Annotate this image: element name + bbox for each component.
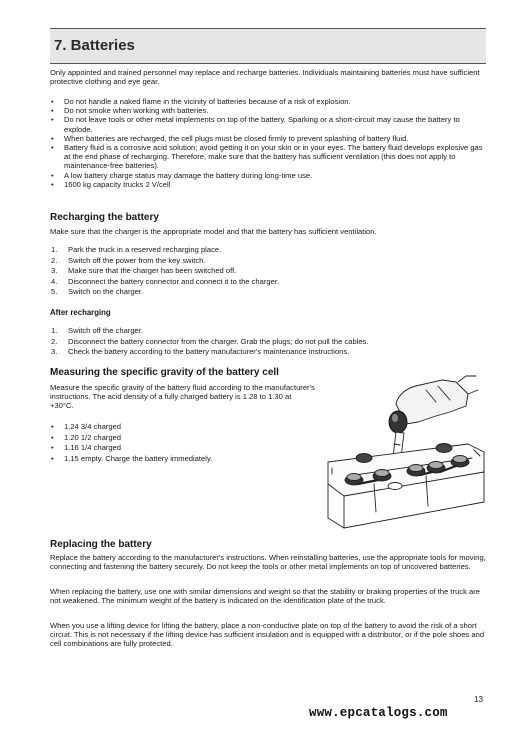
list-item-text: When batteries are recharged, the cell plugs must be closed firmly to prevent splashing of battery fluid. — [64, 133, 409, 143]
step-number: 3. — [51, 347, 58, 357]
list-item — [50, 422, 310, 433]
step-text: Switch off the power from the key switch. — [68, 255, 206, 265]
bullet-glyph: • — [51, 453, 54, 463]
watermark-url: www.epcatalogs.com — [309, 706, 448, 720]
bullet-glyph: • — [51, 170, 54, 180]
list-item — [50, 143, 486, 171]
recharging-heading: Recharging the battery — [50, 212, 159, 223]
step-text: Switch on the charger. — [68, 287, 144, 297]
step-number: 4. — [51, 276, 58, 286]
list-item-text: Battery fluid is a corrosive acid solution; avoid getting it on your skin or in your eyes. The battery fluid develops explosive gas at the end phase of recharging. Therefore, make sure that the battery has sufficient ventilation (this does not apply to maintenance-free batteries). — [64, 143, 483, 171]
step-text: Disconnect the battery connector and connect it to the charger. — [68, 276, 280, 286]
chapter-header — [50, 28, 486, 64]
replacing-heading: Replacing the battery — [50, 539, 152, 550]
replacing-paragraph-2: When replacing the battery, use one with similar dimensions and weight so that the stability or braking properties of the truck are not weakened. The minimum weight of the battery is indicated on the identification plate of the truck. — [50, 587, 480, 606]
bullet-glyph: • — [51, 133, 54, 143]
bullet-glyph: • — [51, 97, 54, 106]
specific-gravity-heading: Measuring the specific gravity of the battery cell — [50, 367, 279, 378]
step-text: Disconnect the battery connector from the charger. Grab the plugs; do not pull the cables. — [68, 336, 369, 346]
recharging-intro: Make sure that the charger is the appropriate model and that the battery has sufficient ventilation. — [50, 227, 377, 236]
recharging-steps — [50, 245, 486, 298]
step-number: 2. — [51, 336, 58, 346]
list-item-text: 1.24 3/4 charged — [64, 422, 121, 431]
step-item — [50, 337, 486, 348]
step-number: 3. — [51, 266, 58, 276]
specific-gravity-list — [50, 422, 310, 464]
step-text: Switch off the charger. — [68, 326, 143, 335]
list-item — [50, 97, 486, 106]
step-item — [50, 266, 486, 277]
step-item — [50, 287, 486, 298]
bullet-glyph: • — [51, 422, 54, 431]
chapter-title: 7. Batteries — [54, 37, 135, 54]
list-item — [50, 433, 310, 444]
bullet-glyph: • — [51, 179, 54, 189]
bullet-glyph: • — [51, 106, 54, 116]
list-item-text: Do not handle a naked flame in the vicinity of batteries because of a risk of explosion. — [64, 97, 351, 106]
step-text: Park the truck in a reserved recharging place. — [68, 245, 222, 254]
list-item-text: 1.16 1/4 charged — [64, 443, 121, 453]
step-item — [50, 277, 486, 288]
bullet-glyph: • — [51, 143, 54, 153]
list-item-text: Do not leave tools or other metal implements on top of the battery. Sparking or a short-circuit may cause the battery to explode. — [64, 115, 460, 134]
list-item — [50, 115, 486, 133]
step-number: 5. — [51, 287, 58, 297]
step-item — [50, 326, 486, 337]
bullet-glyph: • — [51, 115, 54, 125]
list-item-text: Do not smoke when working with batteries. — [64, 106, 209, 116]
step-item — [50, 347, 486, 358]
list-item-text: 1.20 1/2 charged — [64, 432, 121, 442]
list-item — [50, 134, 486, 143]
after-recharging-steps — [50, 326, 486, 358]
step-text: Make sure that the charger has been switched off. — [68, 266, 237, 276]
step-number: 1. — [51, 326, 58, 335]
step-text: Check the battery according to the battery manufacturer's maintenance instructions. — [68, 347, 350, 357]
intro-paragraph: Only appointed and trained personnel may replace and recharge batteries. Individuals maintaining batteries must have sufficient protective clothing and eye gear. — [50, 68, 480, 87]
specific-gravity-text: Measure the specific gravity of the battery fluid according to the manufacturer's instructions. The acid density of a fully charged battery is 1.28 to 1.30 at +30°C. — [50, 383, 315, 411]
step-item — [50, 256, 486, 267]
page-number: 13 — [474, 695, 483, 704]
list-item — [50, 106, 486, 115]
list-item-text: A low battery charge status may damage the battery during long-time use. — [64, 170, 313, 180]
step-number: 1. — [51, 245, 58, 254]
list-item — [50, 171, 486, 180]
list-item-text: 1600 kg capacity trucks 2 V/cell — [64, 179, 171, 189]
hydrometer-battery-drawing — [318, 372, 486, 532]
replacing-paragraph-1: Replace the battery according to the manufacturer's instructions. When reinstalling batteries, use the appropriate tools for moving, connecting and fastening the battery securely. Do not keep the tools or other metal implements on top of uncovered batteries. — [50, 553, 486, 572]
replacing-paragraph-3: When you use a lifting device for lifting the battery, place a non-conductive plate on top of the battery to avoid the risk of a short circuit. This is not necessary if the lifting device has sufficient insulation and is equipped with a distributor, or if the pole shoes and cell combinations are fully protected. — [50, 621, 485, 649]
list-item — [50, 454, 310, 465]
list-item-text: 1.15 empty. Charge the battery immediately. — [64, 453, 213, 463]
safety-bullet-list — [50, 97, 486, 189]
step-item — [50, 245, 486, 256]
bullet-glyph: • — [51, 432, 54, 442]
list-item — [50, 443, 310, 454]
hydrometer-illustration — [318, 372, 486, 532]
list-item — [50, 180, 486, 189]
bullet-glyph: • — [51, 443, 54, 453]
step-number: 2. — [51, 255, 58, 265]
after-recharging-heading: After recharging — [50, 308, 111, 317]
